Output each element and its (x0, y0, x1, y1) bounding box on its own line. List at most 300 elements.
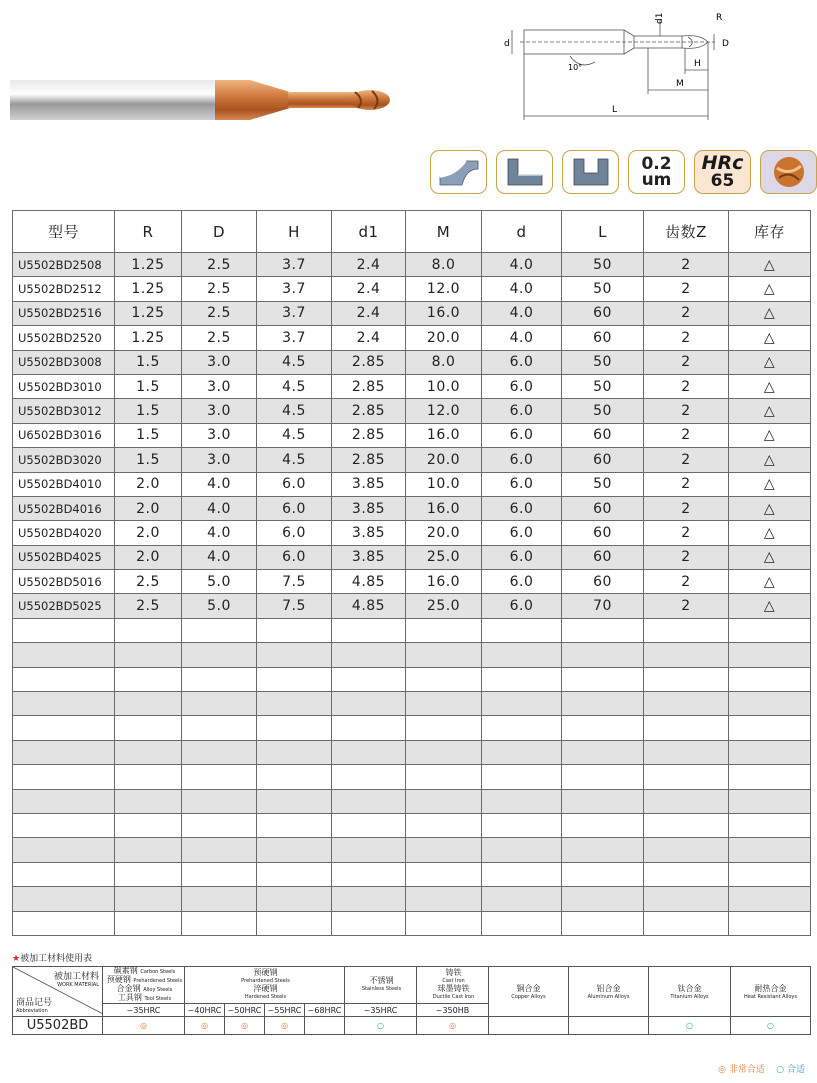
diagram-L: L (612, 105, 618, 115)
spec-cell: 6.0 (482, 423, 562, 447)
spec-cell: 2 (644, 301, 729, 325)
contour-milling-icon (430, 150, 487, 194)
empty-cell (13, 789, 115, 813)
empty-cell (115, 618, 182, 642)
empty-cell (406, 643, 482, 667)
spec-cell: 1.5 (115, 448, 182, 472)
suitability-mark (569, 1017, 649, 1035)
model-cell: U5502BD3008 (13, 350, 115, 374)
empty-row (13, 911, 811, 935)
spec-cell: △ (729, 496, 811, 520)
spec-cell: 50 (562, 374, 644, 398)
table-row (13, 570, 811, 594)
slot-milling-icon (562, 150, 619, 194)
empty-cell (406, 716, 482, 740)
empty-cell (332, 692, 406, 716)
spec-header-row (13, 211, 811, 253)
spec-cell: 6.0 (482, 374, 562, 398)
spec-cell: △ (729, 301, 811, 325)
empty-cell (562, 813, 644, 837)
empty-cell (406, 862, 482, 886)
empty-cell (482, 911, 562, 935)
empty-cell (332, 813, 406, 837)
empty-cell (482, 740, 562, 764)
spec-cell: 2.4 (332, 301, 406, 325)
empty-cell (182, 667, 257, 691)
spec-header-cell: L (562, 211, 644, 253)
empty-cell (729, 813, 811, 837)
empty-cell (406, 692, 482, 716)
suitability-mark: ◎ (103, 1017, 185, 1035)
spec-cell: 7.5 (257, 570, 332, 594)
table-row (13, 374, 811, 398)
model-cell: U6502BD3016 (13, 423, 115, 447)
spec-cell: 16.0 (406, 423, 482, 447)
work-material-header (13, 967, 103, 1017)
spec-cell: 6.0 (482, 399, 562, 423)
empty-cell (182, 692, 257, 716)
empty-cell (257, 716, 332, 740)
spec-cell: 1.5 (115, 350, 182, 374)
product-code: U5502BD (13, 1017, 103, 1035)
spec-cell: 2.0 (115, 521, 182, 545)
table-row (13, 253, 811, 277)
spec-cell: 4.0 (482, 253, 562, 277)
empty-cell (13, 911, 115, 935)
spec-header-cell: d (482, 211, 562, 253)
spec-cell: 16.0 (406, 496, 482, 520)
suitability-mark (489, 1017, 569, 1035)
empty-cell (13, 813, 115, 837)
model-cell: U5502BD4010 (13, 472, 115, 496)
table-row (13, 521, 811, 545)
empty-cell (332, 838, 406, 862)
empty-cell (115, 716, 182, 740)
spec-cell: 4.5 (257, 423, 332, 447)
diagram-d: d (504, 39, 510, 49)
empty-cell (562, 862, 644, 886)
empty-cell (482, 862, 562, 886)
empty-cell (13, 740, 115, 764)
spec-cell: △ (729, 594, 811, 618)
spec-cell: 70 (562, 594, 644, 618)
feature-icons (430, 150, 817, 194)
model-cell: U5502BD4020 (13, 521, 115, 545)
spec-cell: 6.0 (482, 545, 562, 569)
spec-cell: 2 (644, 472, 729, 496)
spec-cell: △ (729, 326, 811, 350)
spec-cell: △ (729, 472, 811, 496)
empty-cell (562, 765, 644, 789)
empty-cell (115, 862, 182, 886)
spec-cell: 6.0 (482, 472, 562, 496)
suitability-mark: ○ (649, 1017, 731, 1035)
stainless-header: 不锈钢 Stainless Steels (345, 967, 417, 1004)
empty-cell (257, 765, 332, 789)
diagram-D: D (722, 39, 729, 49)
empty-cell (115, 667, 182, 691)
empty-cell (644, 862, 729, 886)
empty-cell (729, 911, 811, 935)
spec-cell: △ (729, 253, 811, 277)
suitability-mark: ◎ (225, 1017, 265, 1035)
spec-cell: 3.85 (332, 472, 406, 496)
spec-cell: 3.7 (257, 277, 332, 301)
empty-row (13, 643, 811, 667)
empty-cell (729, 862, 811, 886)
spec-cell: 12.0 (406, 277, 482, 301)
spec-cell: 60 (562, 326, 644, 350)
spec-header-cell: 齿数Z (644, 211, 729, 253)
coating-value: 0.2 (641, 154, 672, 174)
empty-cell (257, 789, 332, 813)
model-cell: U5502BD4025 (13, 545, 115, 569)
empty-row (13, 789, 811, 813)
empty-cell (257, 862, 332, 886)
empty-cell (406, 911, 482, 935)
legend-suitable: ○ 合适 (776, 1065, 805, 1075)
empty-row (13, 740, 811, 764)
suitability-mark (305, 1017, 345, 1035)
heat-resistant-header: 耐热合金 Heat Resistant Alloys (731, 967, 811, 1017)
spec-table (12, 210, 811, 936)
spec-cell: 2.85 (332, 399, 406, 423)
hardness-label: HRc (701, 152, 744, 174)
spec-cell: 6.0 (482, 594, 562, 618)
empty-cell (13, 887, 115, 911)
product-row (13, 1017, 811, 1035)
suitability-mark: ○ (345, 1017, 417, 1035)
spec-cell: △ (729, 374, 811, 398)
empty-cell (482, 618, 562, 642)
spec-cell: 2 (644, 594, 729, 618)
spec-cell: 20.0 (406, 448, 482, 472)
empty-cell (332, 862, 406, 886)
diagram-d1: d1 (655, 12, 665, 24)
hardness-cell: ~55HRC (265, 1004, 305, 1017)
spec-cell: 6.0 (257, 496, 332, 520)
spec-cell: 3.0 (182, 399, 257, 423)
spec-cell: 60 (562, 448, 644, 472)
table-row (13, 399, 811, 423)
spec-cell: 60 (562, 496, 644, 520)
empty-cell (406, 789, 482, 813)
empty-cell (562, 789, 644, 813)
table-row (13, 594, 811, 618)
spec-cell: 20.0 (406, 326, 482, 350)
spec-cell: 2 (644, 496, 729, 520)
empty-cell (182, 789, 257, 813)
spec-cell: 1.5 (115, 374, 182, 398)
empty-cell (182, 765, 257, 789)
empty-cell (332, 887, 406, 911)
spec-cell: 4.5 (257, 448, 332, 472)
carbon-steel-header: 碳素钢 Carbon Steels 预硬钢 Prehardened Steels 合金钢 Alloy Steels 工具钢 Tool Steels (103, 967, 185, 1004)
empty-cell (115, 692, 182, 716)
empty-cell (182, 618, 257, 642)
empty-cell (182, 813, 257, 837)
spec-cell: 4.0 (482, 277, 562, 301)
spec-cell: △ (729, 399, 811, 423)
model-cell: U5502BD3012 (13, 399, 115, 423)
dimension-diagram (500, 8, 800, 126)
diagram-angle: 10° (568, 63, 583, 72)
spec-cell: 50 (562, 350, 644, 374)
model-cell: U5502BD4016 (13, 496, 115, 520)
spec-cell: 5.0 (182, 570, 257, 594)
spec-cell: 6.0 (482, 350, 562, 374)
empty-cell (406, 740, 482, 764)
model-cell: U5502BD2516 (13, 301, 115, 325)
empty-cell (562, 716, 644, 740)
spec-cell: 3.85 (332, 545, 406, 569)
spec-cell: △ (729, 448, 811, 472)
spec-cell: 2.0 (115, 496, 182, 520)
empty-cell (13, 692, 115, 716)
spec-cell: 2.0 (115, 472, 182, 496)
spec-cell: 3.7 (257, 301, 332, 325)
spec-cell: △ (729, 545, 811, 569)
hardness-value: 65 (710, 171, 735, 191)
empty-cell (482, 765, 562, 789)
empty-cell (729, 692, 811, 716)
empty-row (13, 838, 811, 862)
table-row (13, 448, 811, 472)
spec-cell: 1.5 (115, 399, 182, 423)
empty-cell (332, 716, 406, 740)
spec-cell: △ (729, 350, 811, 374)
table-row (13, 277, 811, 301)
spec-cell: 4.0 (482, 326, 562, 350)
empty-cell (182, 887, 257, 911)
empty-cell (406, 838, 482, 862)
step-milling-icon (496, 150, 553, 194)
empty-row (13, 692, 811, 716)
spec-cell: 25.0 (406, 545, 482, 569)
empty-cell (332, 643, 406, 667)
empty-cell (729, 765, 811, 789)
work-material-en: WORK MATERIAL (57, 982, 99, 988)
spec-header-cell: D (182, 211, 257, 253)
spec-cell: 10.0 (406, 374, 482, 398)
model-cell: U5502BD5025 (13, 594, 115, 618)
spec-cell: 2 (644, 374, 729, 398)
spec-cell: 60 (562, 423, 644, 447)
diagram-H: H (694, 59, 701, 69)
empty-cell (257, 838, 332, 862)
hardened-steel-header: 预硬钢 Prehardened Steels 淬硬钢 Hardened Steels (185, 967, 345, 1004)
table-row (13, 326, 811, 350)
empty-cell (115, 887, 182, 911)
empty-cell (644, 716, 729, 740)
hardness-icon (694, 150, 751, 194)
spec-cell: 3.0 (182, 448, 257, 472)
spec-cell: 4.5 (257, 374, 332, 398)
spec-cell: 60 (562, 301, 644, 325)
spec-cell: 1.25 (115, 253, 182, 277)
empty-cell (115, 740, 182, 764)
empty-cell (562, 911, 644, 935)
copper-header: 铜合金 Copper Alloys (489, 967, 569, 1017)
table-row (13, 350, 811, 374)
empty-cell (562, 667, 644, 691)
spec-cell: 2 (644, 399, 729, 423)
empty-cell (13, 765, 115, 789)
cast-iron-header: 铸铁 Cast Iron 球墨铸铁 Ductile Cast Iron (417, 967, 489, 1004)
empty-cell (644, 765, 729, 789)
empty-cell (644, 838, 729, 862)
spec-cell: 3.7 (257, 253, 332, 277)
empty-cell (729, 667, 811, 691)
empty-cell (13, 643, 115, 667)
empty-row (13, 716, 811, 740)
spec-cell: 5.0 (182, 594, 257, 618)
empty-cell (562, 887, 644, 911)
spec-cell: 2 (644, 253, 729, 277)
spec-cell: 6.0 (482, 496, 562, 520)
spec-cell: 4.0 (182, 545, 257, 569)
empty-cell (729, 789, 811, 813)
model-cell: U5502BD3020 (13, 448, 115, 472)
spec-header-cell: 型号 (13, 211, 115, 253)
spec-cell: 2.85 (332, 423, 406, 447)
work-material-cn: 被加工材料 (53, 972, 99, 982)
spec-cell: 2.85 (332, 374, 406, 398)
spec-cell: 2 (644, 423, 729, 447)
empty-row (13, 862, 811, 886)
empty-cell (257, 740, 332, 764)
spec-cell: 2 (644, 326, 729, 350)
hardness-cell: ~40HRC (185, 1004, 225, 1017)
suitability-mark: ○ (731, 1017, 811, 1035)
empty-cell (257, 692, 332, 716)
hardness-cell: ~68HRC (305, 1004, 345, 1017)
spec-cell: 2 (644, 545, 729, 569)
materials-title: ★被加工材料使用表 (12, 954, 93, 964)
empty-cell (482, 887, 562, 911)
spec-cell: 20.0 (406, 521, 482, 545)
empty-cell (115, 911, 182, 935)
spec-cell: 2.0 (115, 545, 182, 569)
empty-cell (182, 862, 257, 886)
empty-cell (729, 618, 811, 642)
empty-cell (482, 643, 562, 667)
spec-cell: 3.7 (257, 326, 332, 350)
empty-cell (482, 838, 562, 862)
spec-cell: 1.5 (115, 423, 182, 447)
spec-cell: 10.0 (406, 472, 482, 496)
spec-cell: 4.5 (257, 399, 332, 423)
empty-cell (644, 813, 729, 837)
empty-cell (482, 813, 562, 837)
spec-cell: 6.0 (482, 448, 562, 472)
empty-cell (332, 740, 406, 764)
abbr-en: Abbreviation (16, 1008, 48, 1014)
coating-ball-icon (760, 150, 817, 194)
empty-cell (115, 789, 182, 813)
table-row (13, 301, 811, 325)
empty-cell (562, 692, 644, 716)
empty-cell (257, 618, 332, 642)
empty-cell (729, 643, 811, 667)
empty-cell (406, 765, 482, 789)
empty-cell (115, 765, 182, 789)
spec-cell: 16.0 (406, 301, 482, 325)
empty-cell (115, 838, 182, 862)
spec-cell: 2.5 (115, 570, 182, 594)
empty-cell (729, 740, 811, 764)
empty-cell (13, 667, 115, 691)
coating-thickness-icon (628, 150, 685, 194)
spec-header-cell: H (257, 211, 332, 253)
spec-cell: 8.0 (406, 253, 482, 277)
spec-cell: 60 (562, 545, 644, 569)
spec-cell: 16.0 (406, 570, 482, 594)
spec-cell: 2.5 (182, 277, 257, 301)
table-row (13, 472, 811, 496)
spec-cell: 2 (644, 570, 729, 594)
model-cell: U5502BD2512 (13, 277, 115, 301)
empty-cell (13, 716, 115, 740)
empty-cell (257, 813, 332, 837)
empty-cell (13, 838, 115, 862)
empty-cell (257, 643, 332, 667)
spec-cell: 2.5 (115, 594, 182, 618)
spec-cell: 8.0 (406, 350, 482, 374)
empty-cell (562, 838, 644, 862)
spec-cell: △ (729, 521, 811, 545)
spec-header-cell: R (115, 211, 182, 253)
empty-cell (644, 789, 729, 813)
spec-cell: 7.5 (257, 594, 332, 618)
empty-cell (332, 789, 406, 813)
empty-cell (406, 618, 482, 642)
spec-cell: 4.5 (257, 350, 332, 374)
spec-cell: 1.25 (115, 326, 182, 350)
spec-cell: 3.85 (332, 521, 406, 545)
empty-cell (644, 692, 729, 716)
empty-cell (257, 667, 332, 691)
empty-cell (182, 716, 257, 740)
spec-cell: 3.0 (182, 350, 257, 374)
materials-table (12, 966, 811, 1035)
empty-cell (562, 618, 644, 642)
spec-cell: 6.0 (257, 472, 332, 496)
titanium-header: 钛合金 Titanium Alloys (649, 967, 731, 1017)
spec-cell: 4.0 (182, 521, 257, 545)
empty-cell (729, 838, 811, 862)
spec-cell: 3.0 (182, 374, 257, 398)
empty-cell (406, 667, 482, 691)
spec-cell: △ (729, 423, 811, 447)
spec-cell: 50 (562, 277, 644, 301)
empty-row (13, 887, 811, 911)
model-cell: U5502BD5016 (13, 570, 115, 594)
coating-unit: um (641, 170, 672, 190)
empty-cell (406, 813, 482, 837)
empty-cell (644, 740, 729, 764)
spec-cell: 1.25 (115, 277, 182, 301)
spec-cell: 60 (562, 521, 644, 545)
legend (718, 1062, 805, 1075)
empty-cell (182, 740, 257, 764)
spec-cell: 6.0 (482, 521, 562, 545)
spec-cell: △ (729, 277, 811, 301)
spec-cell: 2.4 (332, 326, 406, 350)
empty-cell (729, 716, 811, 740)
spec-cell: 6.0 (257, 521, 332, 545)
empty-cell (182, 643, 257, 667)
